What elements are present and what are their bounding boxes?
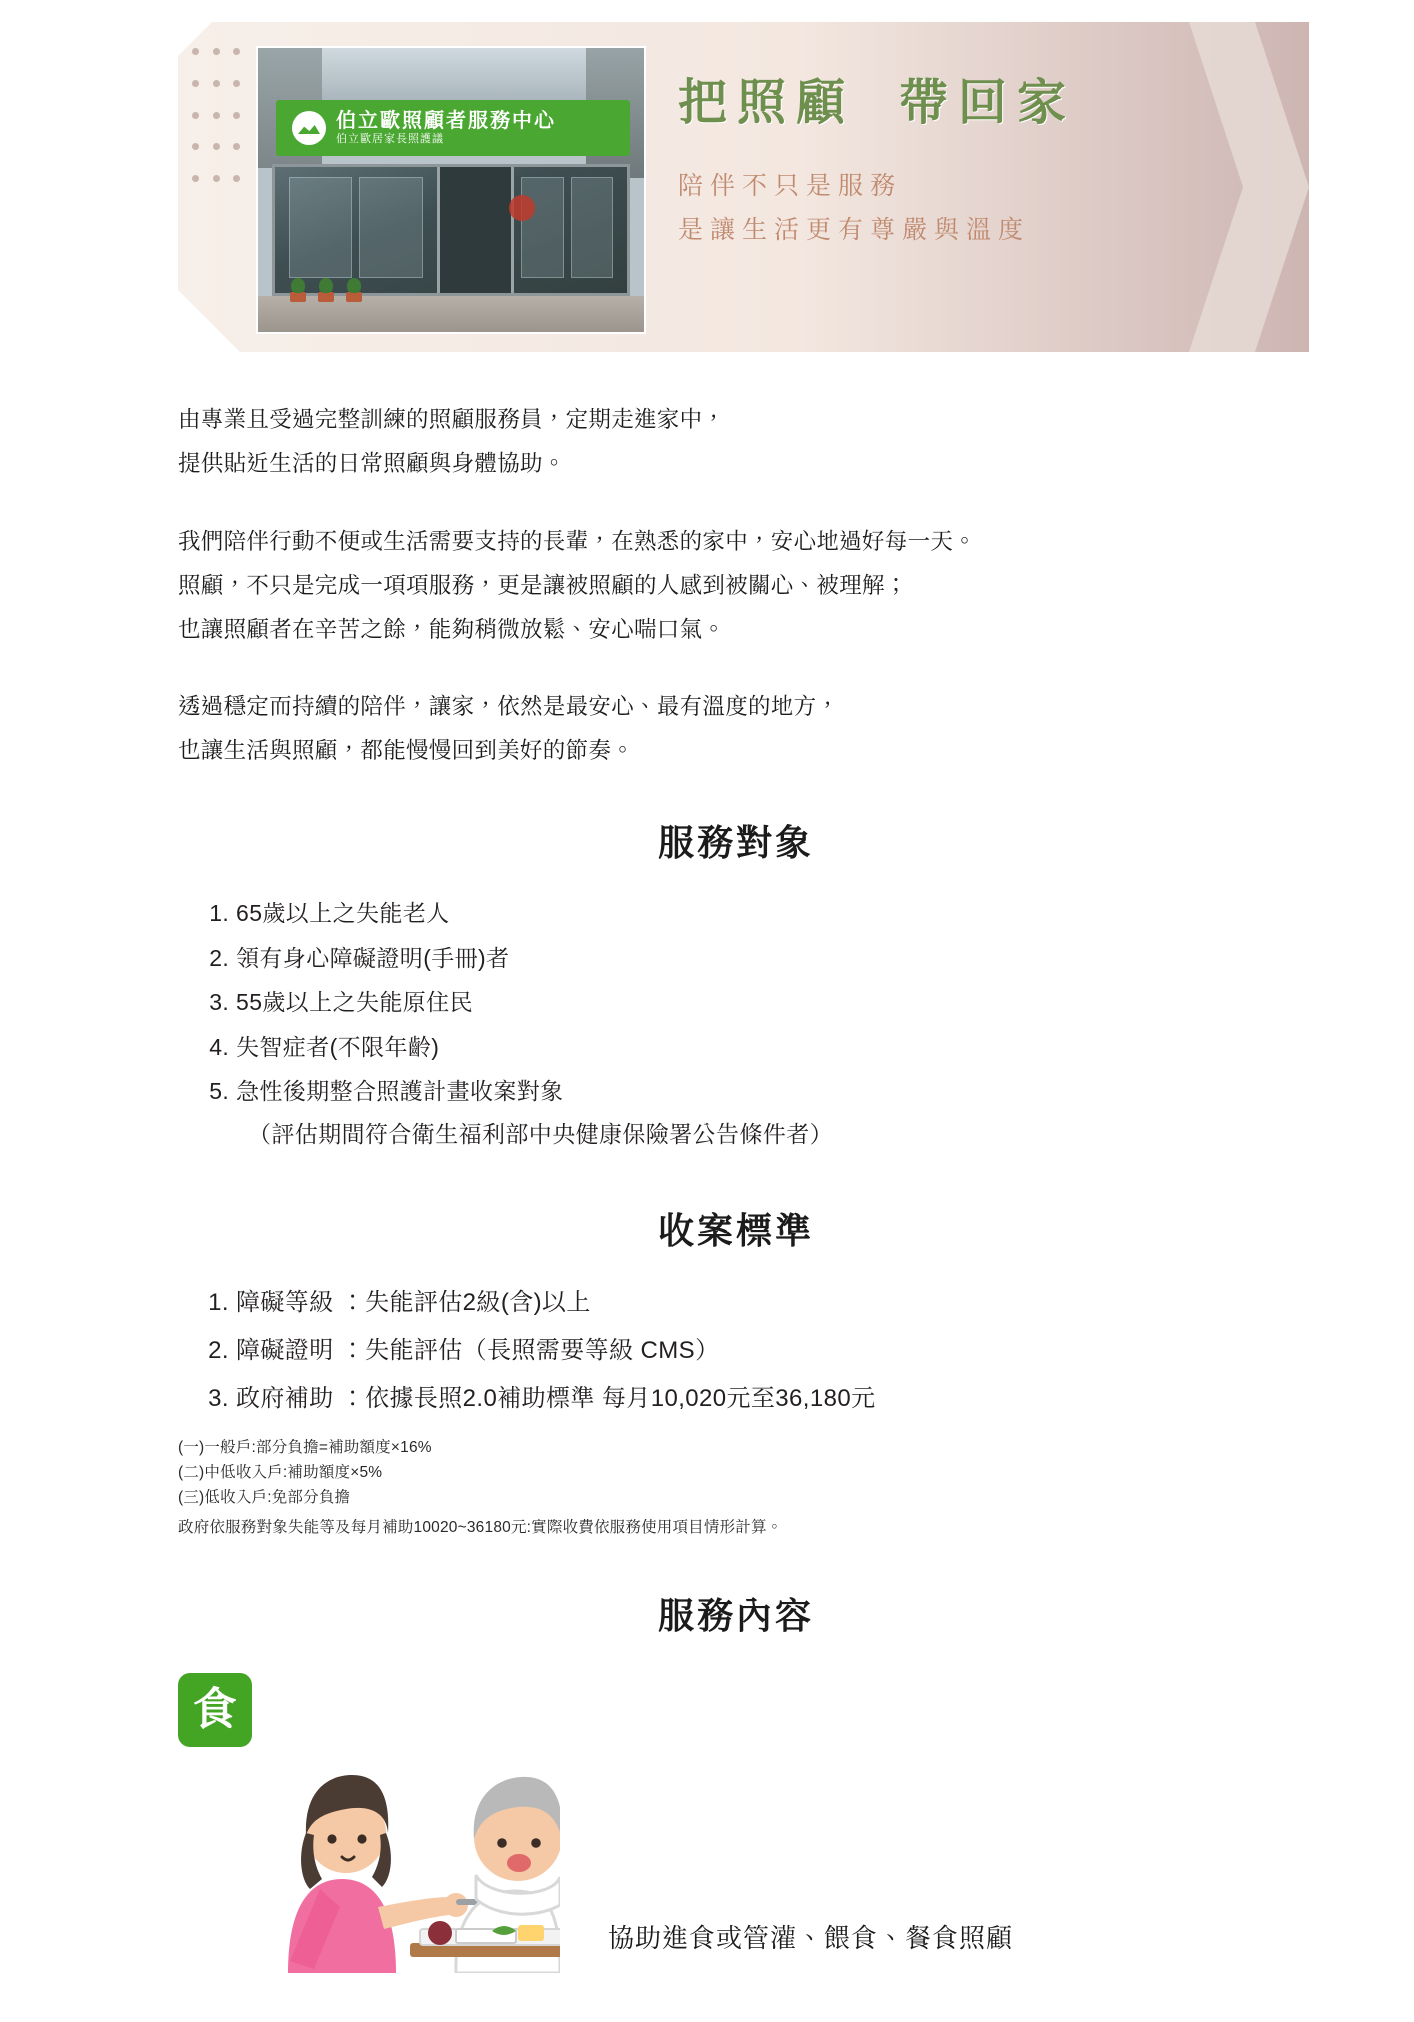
list-item bbox=[236, 1070, 1294, 1155]
subsidy-note-summary: 政府依服務對象失能等及每月補助10020~36180元:實際收費依服務使用項目情形計算。 bbox=[178, 1518, 783, 1536]
section-title-targets: 服務對象 bbox=[657, 822, 814, 864]
service-item-food bbox=[178, 1665, 1294, 1965]
intro-line: 也讓生活與照顧，都能慢慢回到美好的節奏。 bbox=[178, 738, 635, 764]
list-item bbox=[236, 1328, 1294, 1374]
intro-line: 透過穩定而持續的陪伴，讓家，依然是最安心、最有溫度的地方， bbox=[178, 694, 840, 720]
list-item-text: 政府補助 ：依據長照2.0補助標準 每月10,020元至36,180元 bbox=[236, 1384, 876, 1412]
intro-line: 照顧，不只是完成一項項服務，更是讓被照顧的人感到被關心、被理解； bbox=[178, 572, 908, 598]
intro-paragraph-2 bbox=[178, 520, 1294, 652]
intro-line: 我們陪伴行動不便或生活需要支持的長輩，在熟悉的家中，安心地過好每一天。 bbox=[178, 528, 977, 554]
photo-plant-icon bbox=[344, 276, 364, 302]
list-item-text: 急性後期整合照護計畫收案對象 bbox=[236, 1078, 564, 1105]
photo-plant-icon bbox=[316, 276, 336, 302]
subsidy-notes bbox=[178, 1435, 1294, 1539]
banner-corner-bottom-left bbox=[178, 290, 240, 352]
dot-grid-decoration bbox=[192, 48, 244, 198]
subsidy-note: (三)低收入戶:免部分負擔 bbox=[178, 1489, 351, 1507]
list-item bbox=[236, 1376, 1294, 1422]
list-item bbox=[236, 1280, 1294, 1326]
document-content bbox=[0, 398, 1414, 1965]
banner-text-group bbox=[678, 64, 1219, 252]
list-item-text: 領有身心障礙證明(手冊)者 bbox=[236, 944, 510, 971]
banner-title bbox=[678, 64, 1219, 134]
criteria-list bbox=[178, 1280, 1294, 1421]
list-item-text: 65歲以上之失能老人 bbox=[236, 900, 450, 927]
service-badge-food: 食 bbox=[178, 1673, 252, 1747]
list-item-text: 障礙等級 ：失能評估2級(含)以上 bbox=[236, 1289, 591, 1317]
list-item-text: 障礙證明 ：失能評估（長照需要等級 CMS） bbox=[236, 1337, 720, 1364]
hero-banner bbox=[178, 22, 1309, 352]
intro-line: 提供貼近生活的日常照顧與身體協助。 bbox=[178, 450, 566, 476]
banner-title-right: 帶回家 bbox=[899, 73, 1077, 131]
list-item bbox=[236, 981, 1294, 1024]
company-logo-icon bbox=[292, 111, 326, 145]
document-page bbox=[0, 22, 1414, 2022]
feeding-illustration-icon bbox=[260, 1693, 560, 1973]
storefront-photo bbox=[256, 46, 646, 334]
list-item-continuation: （評估期間符合衛生福利部中央健康保險署公告條件者） bbox=[248, 1120, 833, 1147]
intro-line: 由專業且受過完整訓練的照顧服務員，定期走進家中， bbox=[178, 407, 726, 432]
list-item bbox=[236, 937, 1294, 980]
signboard-main-text: 伯立歐照顧者服務中心 bbox=[336, 109, 556, 132]
subsidy-note: (二)中低收入戶:補助額度×5% bbox=[178, 1464, 383, 1482]
service-caption-food: 協助進食或管灌、餵食、餐食照顧 bbox=[608, 1922, 1014, 1953]
list-item bbox=[236, 1026, 1294, 1069]
list-item-text: 失智症者(不限年齡) bbox=[236, 1033, 440, 1060]
list-item-text: 55歲以上之失能原住民 bbox=[236, 989, 473, 1016]
banner-subtitle-line-2: 是讓生活更有尊嚴與溫度 bbox=[678, 214, 1031, 244]
target-list bbox=[178, 892, 1294, 1155]
banner-title-left: 把照顧 bbox=[678, 73, 856, 131]
intro-paragraph-3 bbox=[178, 685, 1294, 773]
intro-line: 也讓照顧者在辛苦之餘，能夠稍微放鬆、安心喘口氣。 bbox=[178, 616, 726, 642]
section-title-services: 服務內容 bbox=[657, 1594, 814, 1636]
signboard-sub-text: 伯立歐居家長照護議 bbox=[336, 132, 444, 145]
list-item bbox=[236, 892, 1294, 935]
banner-subtitle-line-1: 陪伴不只是服務 bbox=[678, 171, 903, 200]
intro-paragraph-1 bbox=[178, 398, 1294, 486]
banner-subtitle bbox=[678, 164, 1219, 252]
section-title-criteria: 收案標準 bbox=[657, 1210, 814, 1252]
photo-plant-icon bbox=[288, 276, 308, 302]
subsidy-note: (一)一般戶:部分負擔=補助額度×16% bbox=[178, 1439, 432, 1457]
storefront-signboard bbox=[276, 100, 630, 156]
